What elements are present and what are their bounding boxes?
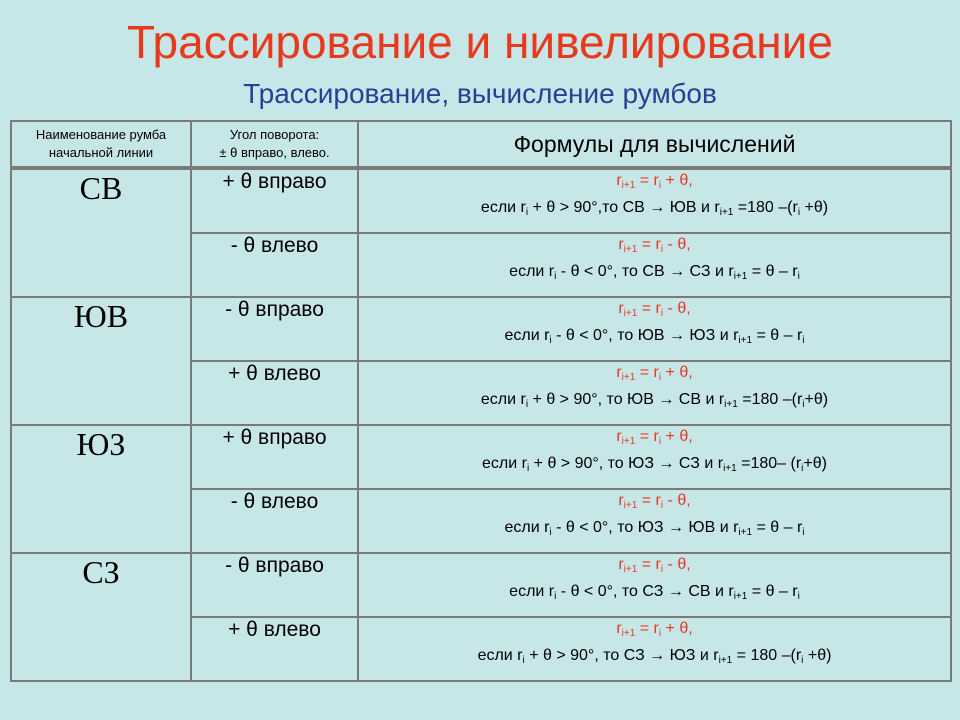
formula-condition [359, 453, 950, 480]
formula-cell [358, 553, 951, 617]
index-subscript: i+1 [733, 271, 748, 282]
formula-text: +θ) [803, 455, 827, 472]
index-subscript: i+1 [623, 244, 638, 255]
index-subscript: i [797, 591, 800, 602]
formula-text: r [616, 620, 622, 637]
rumb-name-cell: ЮВ [11, 297, 191, 425]
index-subscript: i+1 [623, 564, 638, 575]
formula-text: + θ > 90°, то СЗ → ЮЗ и r [524, 647, 719, 664]
header-rumb-name-line2: начальной линии [48, 145, 154, 160]
formula-text: - θ, [663, 492, 691, 509]
formula-text: +θ) [800, 199, 829, 216]
formula-text: если r [480, 391, 526, 408]
formula-text: r [616, 172, 622, 189]
formula-text: = r [635, 172, 659, 189]
header-turn-angle-line2: ± θ вправо, влево. [219, 145, 330, 160]
index-subscript: i [802, 527, 805, 538]
table-row [11, 168, 951, 233]
turn-angle-cell: + θ влево [191, 617, 358, 681]
formula-text: - θ, [663, 236, 691, 253]
formula-text: + θ, [661, 428, 693, 445]
formula-main [359, 170, 950, 197]
index-subscript: i [802, 399, 805, 410]
formula-text: - θ < 0°, то ЮВ → ЮЗ и r [551, 327, 739, 344]
formula-main [359, 298, 950, 325]
formula-text: если r [482, 455, 527, 472]
index-subscript: i+1 [733, 591, 748, 602]
index-subscript: i+1 [738, 527, 753, 538]
formula-cell [358, 617, 951, 681]
header-rumb-name-line1: Наименование румба [35, 127, 167, 142]
formula-text: r [618, 556, 624, 573]
formula-text: = θ – r [752, 519, 803, 536]
formula-condition [359, 197, 950, 224]
formula-text: + θ, [661, 620, 693, 637]
formula-text: = r [635, 428, 659, 445]
formula-text: r [618, 236, 624, 253]
formula-main [359, 554, 950, 581]
index-subscript: i+1 [621, 180, 636, 191]
index-subscript: i [554, 271, 557, 282]
formula-text: - θ < 0°, то СЗ → СВ и r [556, 583, 734, 600]
slide-title: Трассирование и нивелирование [127, 16, 833, 68]
formula-cell [358, 489, 951, 553]
table-row [11, 553, 951, 617]
index-subscript: i+1 [738, 335, 753, 346]
index-subscript: i+1 [623, 500, 638, 511]
formula-condition [359, 645, 950, 672]
formula-text: = θ – r [747, 263, 798, 280]
formula-text: =180 –(r [733, 199, 798, 216]
formula-text: =180 –(r [737, 391, 803, 408]
index-subscript: i+1 [724, 399, 738, 410]
formula-text: если r [477, 647, 523, 664]
formula-cell [358, 233, 951, 297]
formula-text: если r [480, 199, 526, 216]
index-subscript: i [549, 335, 552, 346]
index-subscript: i [797, 271, 800, 282]
formula-main [359, 618, 950, 645]
index-subscript: i+1 [719, 207, 734, 218]
formula-text: r [616, 428, 622, 445]
formula-text: + θ > 90°,то СВ → ЮВ и r [528, 199, 720, 216]
header-turn-angle-line1: Угол поворота: [229, 127, 320, 142]
formula-text: если r [504, 519, 550, 536]
rumb-table [10, 120, 952, 682]
turn-angle-cell: - θ влево [191, 489, 358, 553]
index-subscript: i [801, 655, 804, 666]
formula-text: r [616, 364, 622, 381]
index-subscript: i [802, 335, 805, 346]
turn-angle-cell: - θ вправо [191, 297, 358, 361]
formula-text: если r [509, 263, 555, 280]
formula-condition [359, 581, 950, 608]
turn-angle-cell: - θ влево [191, 233, 358, 297]
index-subscript: i [658, 628, 662, 639]
formula-main [359, 426, 950, 453]
formula-text: = r [637, 236, 661, 253]
header-formulas: Формулы для вычислений [358, 121, 951, 168]
turn-angle-cell: + θ влево [191, 361, 358, 425]
formula-text: + θ, [661, 172, 693, 189]
rumb-name-cell: СЗ [11, 553, 191, 681]
formula-text: + θ, [661, 364, 693, 381]
slide-subtitle: Трассирование, вычисление румбов [243, 78, 717, 109]
formula-text: = θ – r [752, 327, 803, 344]
formula-main [359, 362, 950, 389]
index-subscript: i [522, 655, 525, 666]
formula-text: =180– (r [736, 455, 802, 472]
table-body [11, 168, 951, 681]
formula-condition [359, 261, 950, 288]
index-subscript: i+1 [621, 628, 636, 639]
index-subscript: i [660, 308, 664, 319]
formula-text: +θ) [804, 391, 829, 408]
index-subscript: i [525, 399, 529, 410]
formula-text: - θ < 0°, то ЮЗ → ЮВ и r [551, 519, 739, 536]
table-row [11, 425, 951, 489]
rumb-name-cell: СВ [11, 168, 191, 297]
formula-condition [359, 517, 950, 544]
index-subscript: i [658, 436, 662, 447]
formula-text: = 180 –(r [732, 647, 802, 664]
formula-main [359, 234, 950, 261]
formula-text: r [618, 300, 624, 317]
formula-condition [359, 389, 950, 416]
index-subscript: i [660, 500, 664, 511]
formula-text: = r [637, 300, 661, 317]
index-subscript: i [660, 564, 664, 575]
formula-text: = r [637, 492, 661, 509]
formula-text: +θ) [803, 647, 832, 664]
formula-text: + θ > 90°, то ЮЗ → СЗ и r [529, 455, 724, 472]
index-subscript: i [658, 180, 662, 191]
formula-text: - θ < 0°, то СВ → СЗ и r [556, 263, 734, 280]
index-subscript: i+1 [623, 308, 638, 319]
formula-text: если r [509, 583, 555, 600]
formula-cell [358, 361, 951, 425]
header-rumb-name [11, 121, 191, 168]
index-subscript: i+1 [718, 655, 733, 666]
formula-condition [359, 325, 950, 352]
turn-angle-cell: + θ вправо [191, 168, 358, 233]
index-subscript: i [797, 207, 801, 218]
formula-text: - θ, [663, 300, 691, 317]
formula-text: = r [637, 556, 661, 573]
index-subscript: i [801, 463, 804, 474]
formula-cell [358, 168, 951, 233]
formula-text: + θ > 90°, то ЮВ → СВ и r [528, 391, 725, 408]
formula-text: = r [635, 364, 659, 381]
index-subscript: i [526, 463, 530, 474]
table-header-row [11, 121, 951, 168]
formula-text: = θ – r [747, 583, 798, 600]
index-subscript: i [554, 591, 557, 602]
formula-text: r [618, 492, 624, 509]
rumb-name-cell: ЮЗ [11, 425, 191, 553]
index-subscript: i [658, 372, 662, 383]
table-row [11, 297, 951, 361]
index-subscript: i+1 [723, 463, 737, 474]
turn-angle-cell: + θ вправо [191, 425, 358, 489]
formula-text: = r [635, 620, 659, 637]
formula-main [359, 490, 950, 517]
header-turn-angle [191, 121, 358, 168]
index-subscript: i [549, 527, 552, 538]
turn-angle-cell: - θ вправо [191, 553, 358, 617]
formula-cell [358, 425, 951, 489]
index-subscript: i [525, 207, 529, 218]
formula-text: - θ, [663, 556, 691, 573]
index-subscript: i+1 [621, 436, 636, 447]
formula-cell [358, 297, 951, 361]
index-subscript: i+1 [621, 372, 636, 383]
formula-text: если r [504, 327, 550, 344]
index-subscript: i [660, 244, 664, 255]
